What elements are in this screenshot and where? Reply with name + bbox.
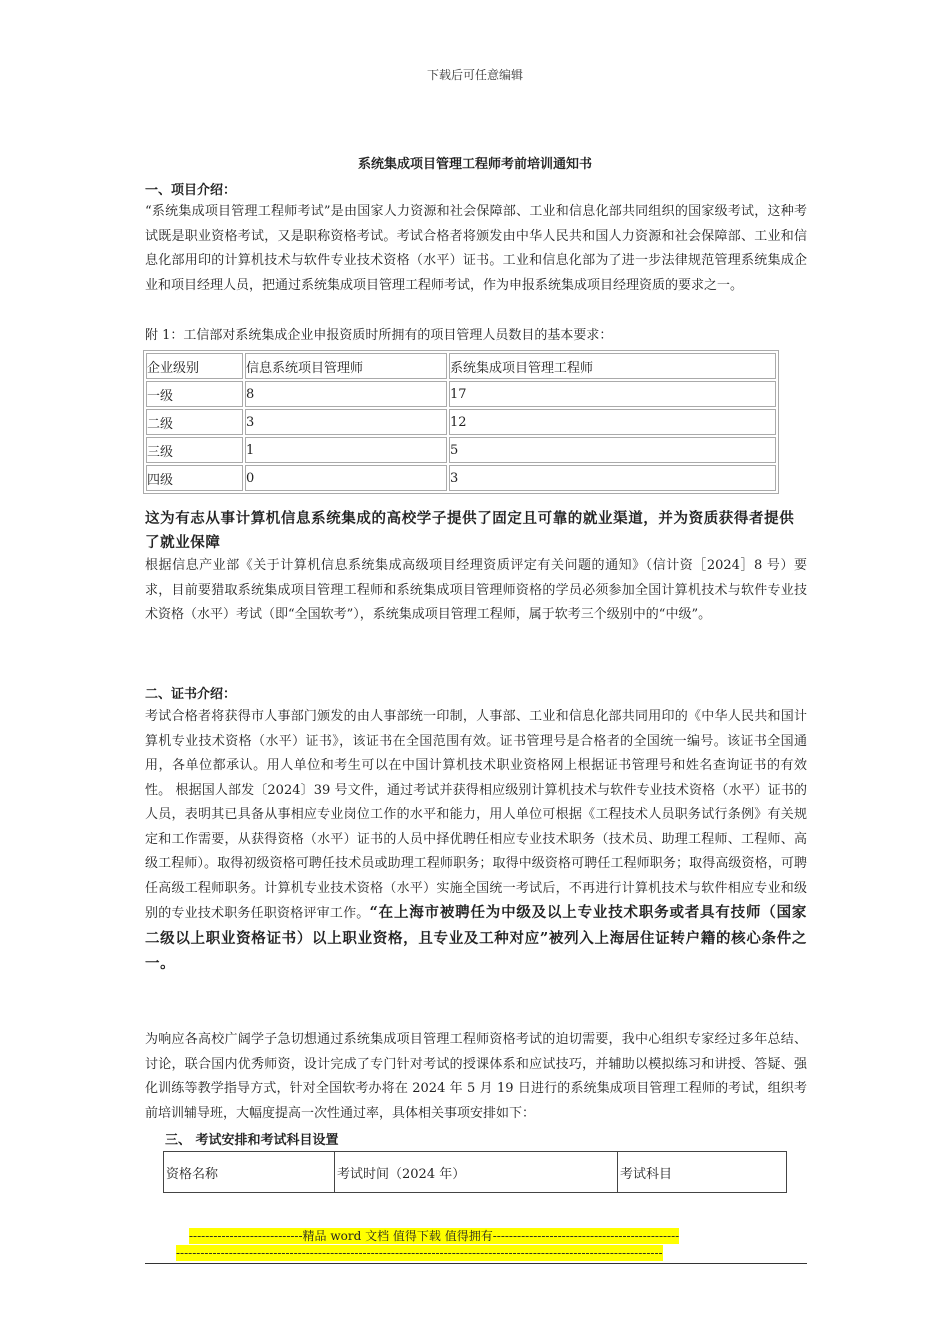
table-caption: 附 1：工信部对系统集成企业申报资质时所拥有的项目管理人员数目的基本要求： <box>145 328 613 343</box>
section1-heading: 一、项目介绍： <box>145 183 237 198</box>
employment-emphasis: 这为有志从事计算机信息系统集成的高校学子提供了固定且可靠的就业渠道，并为资质获得者提供了就业保障 <box>145 510 795 551</box>
table-cell: 3 <box>245 409 447 435</box>
table-cell: 8 <box>245 381 447 407</box>
section2-paragraph <box>145 705 807 978</box>
document-title: 系统集成项目管理工程师考前培训通知书 <box>357 157 592 172</box>
table-row <box>146 437 776 463</box>
table-cell: 四级 <box>146 465 243 491</box>
table-cell: 3 <box>449 465 776 491</box>
table-row <box>146 465 776 491</box>
table-header-cell: 信息系统项目管理师 <box>245 353 447 379</box>
section2-heading: 二、证书介绍： <box>145 687 237 702</box>
table-row <box>146 381 776 407</box>
table-cell: 三级 <box>146 437 243 463</box>
table-row <box>146 409 776 435</box>
table-cell: 5 <box>449 437 776 463</box>
table-cell: 0 <box>245 465 447 491</box>
table-cell: 1 <box>245 437 447 463</box>
exam-schedule-table <box>163 1151 787 1193</box>
footer-divider <box>145 1263 807 1264</box>
staffing-requirements-table <box>143 350 779 494</box>
section3-heading: 三、 考试安排和考试科目设置 <box>165 1133 339 1148</box>
shanghai-residency-emphasis: “在上海市被聘任为中级及以上专业技术职务或者具有技师（国家二级以上职业资格证书）以上职业资格，且专业及工种对应”被列入上海居住证转户籍的核心条件之一。 <box>145 904 807 972</box>
section1-intro-paragraph: “系统集成项目管理工程师考试”是由国家人力资源和社会保障部、工业和信息化部共同组织的国家级考试，这种考试既是职业资格考试，又是职称资格考试。考试合格者将颁发由中华人民共和国人力资源和社会保障部、工业和信息化部用印的计算机技术与软件专业技术资格（水平）证书。工业和信息化部为了进一步法律规范管理系统集成企业和项目经理人员，把通过系统集成项目管理工程师考试，作为申报系统集成项目经理资质的要求之一。 <box>145 204 807 293</box>
table-header-row <box>164 1152 787 1193</box>
footer-banner-line2: ------------------------------------------------------------------------------------------------------------------------ <box>176 1246 663 1260</box>
table-header-cell: 考试科目 <box>618 1152 787 1193</box>
table-cell: 17 <box>449 381 776 407</box>
table-header-cell: 企业级别 <box>146 353 243 379</box>
training-intro-paragraph: 为响应各高校广阔学子急切想通过系统集成项目管理工程师资格考试的迫切需要，我中心组织专家经过多年总结、讨论，联合国内优秀师资，设计完成了专门针对考试的授课体系和应试技巧，并辅助以模拟练习和讲授、答疑、强化训练等教学指导方式，针对全国软考办将在 2024 年 5 月 19 日进行的系统集成项目管理工程师的考试，组织考前培训辅导班，大幅度提高一次性通过率，具体相关事项安排如下： <box>145 1032 807 1121</box>
table-header-cell: 资格名称 <box>164 1152 335 1193</box>
table-cell: 二级 <box>146 409 243 435</box>
table-header-cell: 系统集成项目管理工程师 <box>449 353 776 379</box>
table-header-cell: 考试时间（2024 年） <box>335 1152 618 1193</box>
page-header: 下载后可任意编辑 <box>426 68 523 82</box>
footer-banner-line1: ----------------------------精品 word 文档 值得下载 值得拥有---------------------------------------------- <box>189 1229 680 1243</box>
section1-policy-paragraph: 根据信息产业部《关于计算机信息系统集成高级项目经理资质评定有关问题的通知》（信计资［2024］8 号）要求，目前要猎取系统集成项目管理工程师和系统集成项目管理师资格的学员必须参加全国计算机技术与软件专业技术资格（水平）考试（即“全国软考”），系统集成项目管理工程师，属于软考三个级别中的“中级”。 <box>145 558 807 622</box>
certificate-description: 考试合格者将获得市人事部门颁发的由人事部统一印制，人事部、工业和信息化部共同用印的《中华人民共和国计算机专业技术资格（水平）证书》，该证书在全国范围有效。证书管理号是合格者的全国统一编号。该证书全国通用，各单位都承认。用人单位和考生可以在中国计算机技术职业资格网上根据证书管理号和姓名查询证书的有效性。 根据国人部发〔2024〕39 号文件，通过考试并获得相应级别计算机技术与软件专业技术资格（水平）证书的人员，表明其已具备从事相应专业岗位工作的水平和能力，用人单位可根据《工程技术人员职务试行条例》有关规定和工作需要，从获得资格（水平）证书的人员中择优聘任相应专业技术职务（技术员、助理工程师、工程师、高级工程师）。取得初级资格可聘任技术员或助理工程师职务；取得中级资格可聘任工程师职务；取得高级资格，可聘任高级工程师职务。计算机专业技术资格（水平）实施全国统一考试后，不再进行计算机技术与软件相应专业和级别的专业技术职务任职资格评审工作。 <box>145 709 807 921</box>
table-cell: 一级 <box>146 381 243 407</box>
table-header-row <box>146 353 776 379</box>
table-cell: 12 <box>449 409 776 435</box>
